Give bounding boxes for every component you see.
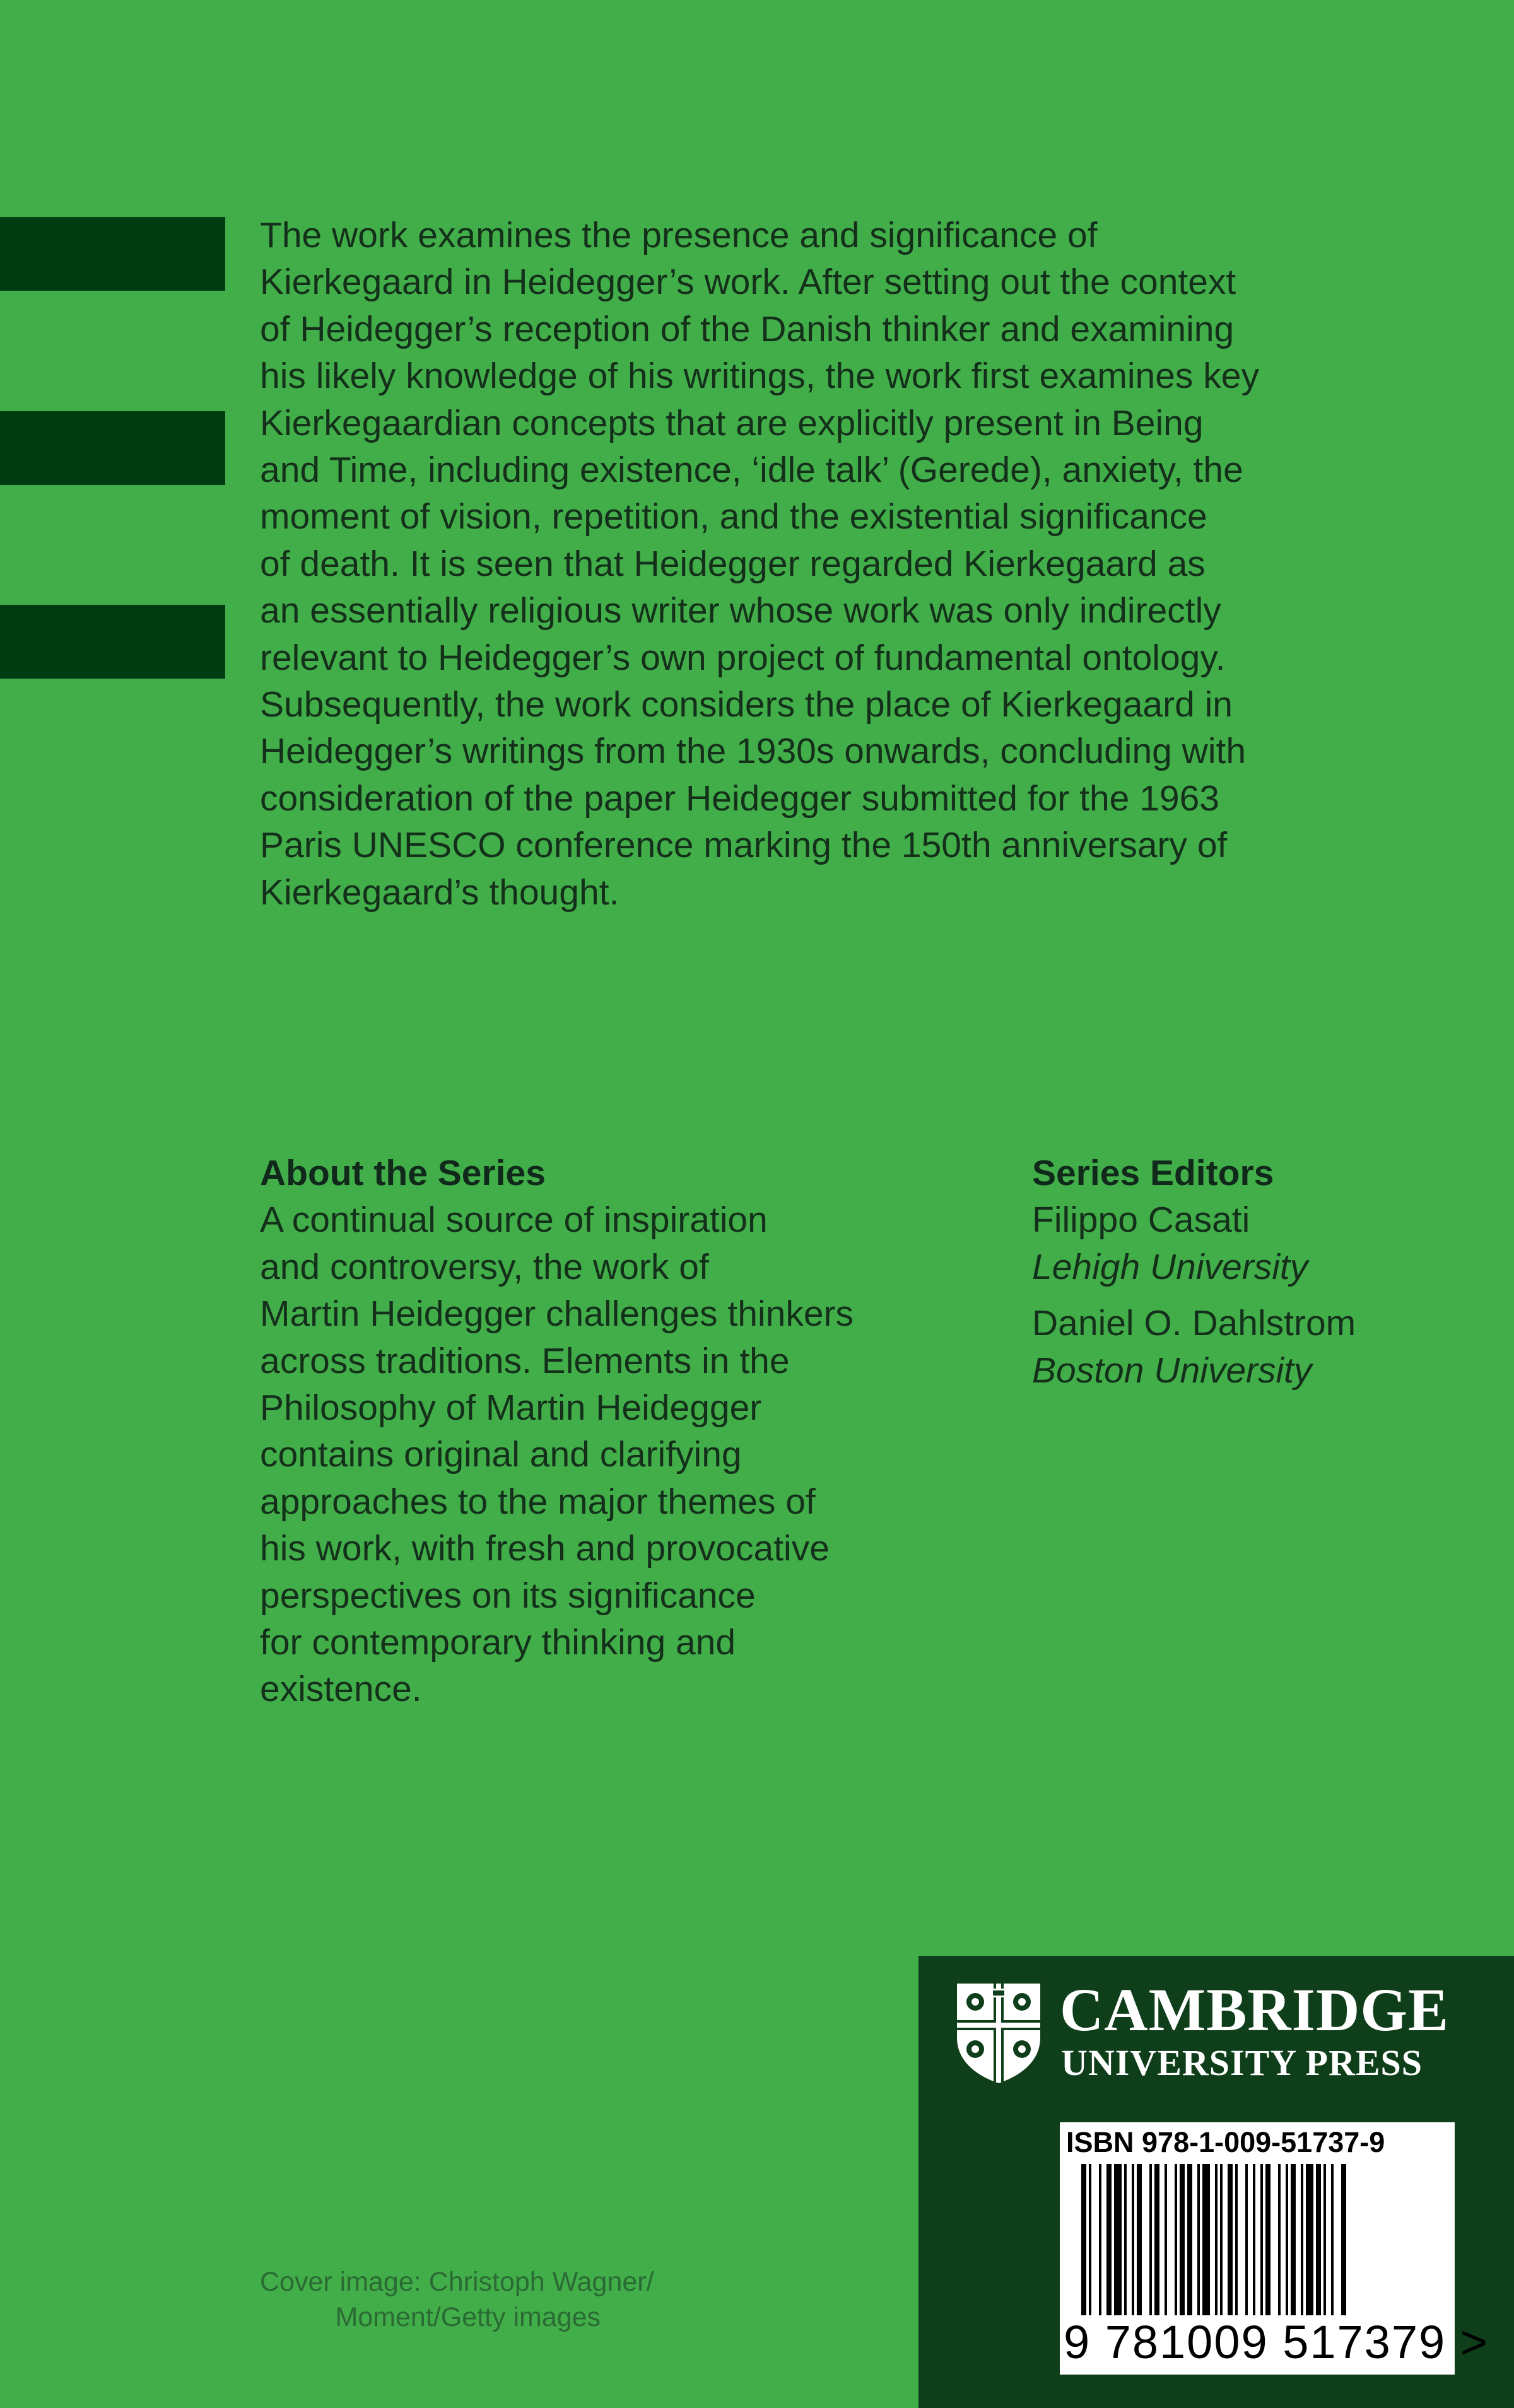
description-line: his likely knowledge of his writings, the work first examines key xyxy=(260,356,1259,397)
publisher-subname: UNIVERSITY PRESS xyxy=(1061,2042,1423,2083)
description-line: The work examines the presence and significance of xyxy=(260,215,1098,255)
about-series-line: A continual source of inspiration xyxy=(260,1200,768,1241)
description-line: Kierkegaard in Heidegger’s work. After setting out the context xyxy=(260,262,1236,303)
about-series-line: perspectives on its significance xyxy=(260,1575,756,1616)
description-line: and Time, including existence, ‘idle talk’ (Gerede), anxiety, the xyxy=(260,450,1243,491)
description-line: Paris UNESCO conference marking the 150th anniversary of xyxy=(260,825,1228,866)
editor-affiliation: Lehigh University xyxy=(1032,1246,1308,1287)
about-series-line: existence. xyxy=(260,1669,422,1710)
about-series-line: and controversy, the work of xyxy=(260,1246,709,1287)
barcode-bars xyxy=(1081,2164,1447,2315)
editor-name: Filippo Casati xyxy=(1032,1200,1250,1241)
about-series-line: contains original and clarifying xyxy=(260,1434,742,1475)
editor-name: Daniel O. Dahlstrom xyxy=(1032,1303,1356,1344)
description-line: Kierkegaardian concepts that are explicitly present in Being xyxy=(260,402,1204,443)
editor-affiliation: Boston University xyxy=(1032,1350,1312,1391)
cover-image-credit xyxy=(260,2264,654,2335)
about-series-line: approaches to the major themes of xyxy=(260,1481,816,1522)
description-line: relevant to Heidegger’s own project of fundamental ontology. xyxy=(260,637,1226,678)
description-line: an essentially religious writer whose work was only indirectly xyxy=(260,590,1221,631)
description-line: of death. It is seen that Heidegger regarded Kierkegaard as xyxy=(260,543,1206,584)
university-crest-icon xyxy=(954,1981,1043,2085)
about-series-line: for contemporary thinking and xyxy=(260,1622,736,1663)
description-line: consideration of the paper Heidegger submitted for the 1963 xyxy=(260,778,1219,819)
isbn-barcode xyxy=(1060,2122,1489,2375)
about-series-line: Martin Heidegger challenges thinkers xyxy=(260,1294,854,1335)
editor-entry xyxy=(1032,1196,1486,1290)
about-series-line: his work, with fresh and provocative xyxy=(260,1528,830,1569)
about-series-text xyxy=(260,1196,966,1712)
about-series-heading: About the Series xyxy=(260,1153,546,1193)
description-line: moment of vision, repetition, and the existential significance xyxy=(260,496,1207,537)
isbn-label: ISBN 978-1-009-51737-9 xyxy=(1066,2126,1385,2158)
publisher-panel xyxy=(918,1956,1514,2408)
book-description xyxy=(260,212,1458,916)
about-series-line: across traditions. Elements in the xyxy=(260,1340,790,1381)
description-line: of Heidegger’s reception of the Danish thinker and examining xyxy=(260,308,1235,349)
about-series-line: Philosophy of Martin Heidegger xyxy=(260,1388,762,1429)
description-line: Heidegger’s writings from the 1930s onwards, concluding with xyxy=(260,731,1247,772)
isbn-digits: 9 781009 517379 > xyxy=(1064,2316,1489,2368)
accent-bar-2 xyxy=(0,411,225,485)
description-line: Kierkegaard’s thought. xyxy=(260,872,619,913)
credit-line-1: Cover image: Christoph Wagner/ xyxy=(260,2267,654,2297)
editor-entry xyxy=(1032,1300,1486,1394)
series-editors-section xyxy=(1032,1150,1486,1403)
accent-bar-3 xyxy=(0,605,225,679)
accent-bar-1 xyxy=(0,217,225,291)
publisher-name: CAMBRIDGE xyxy=(1060,1976,1450,2043)
description-line: Subsequently, the work considers the place of Kierkegaard in xyxy=(260,684,1233,725)
series-editors-heading: Series Editors xyxy=(1032,1153,1274,1193)
credit-line-2: Moment/Getty images xyxy=(260,2302,601,2332)
about-series-section xyxy=(260,1150,966,1713)
